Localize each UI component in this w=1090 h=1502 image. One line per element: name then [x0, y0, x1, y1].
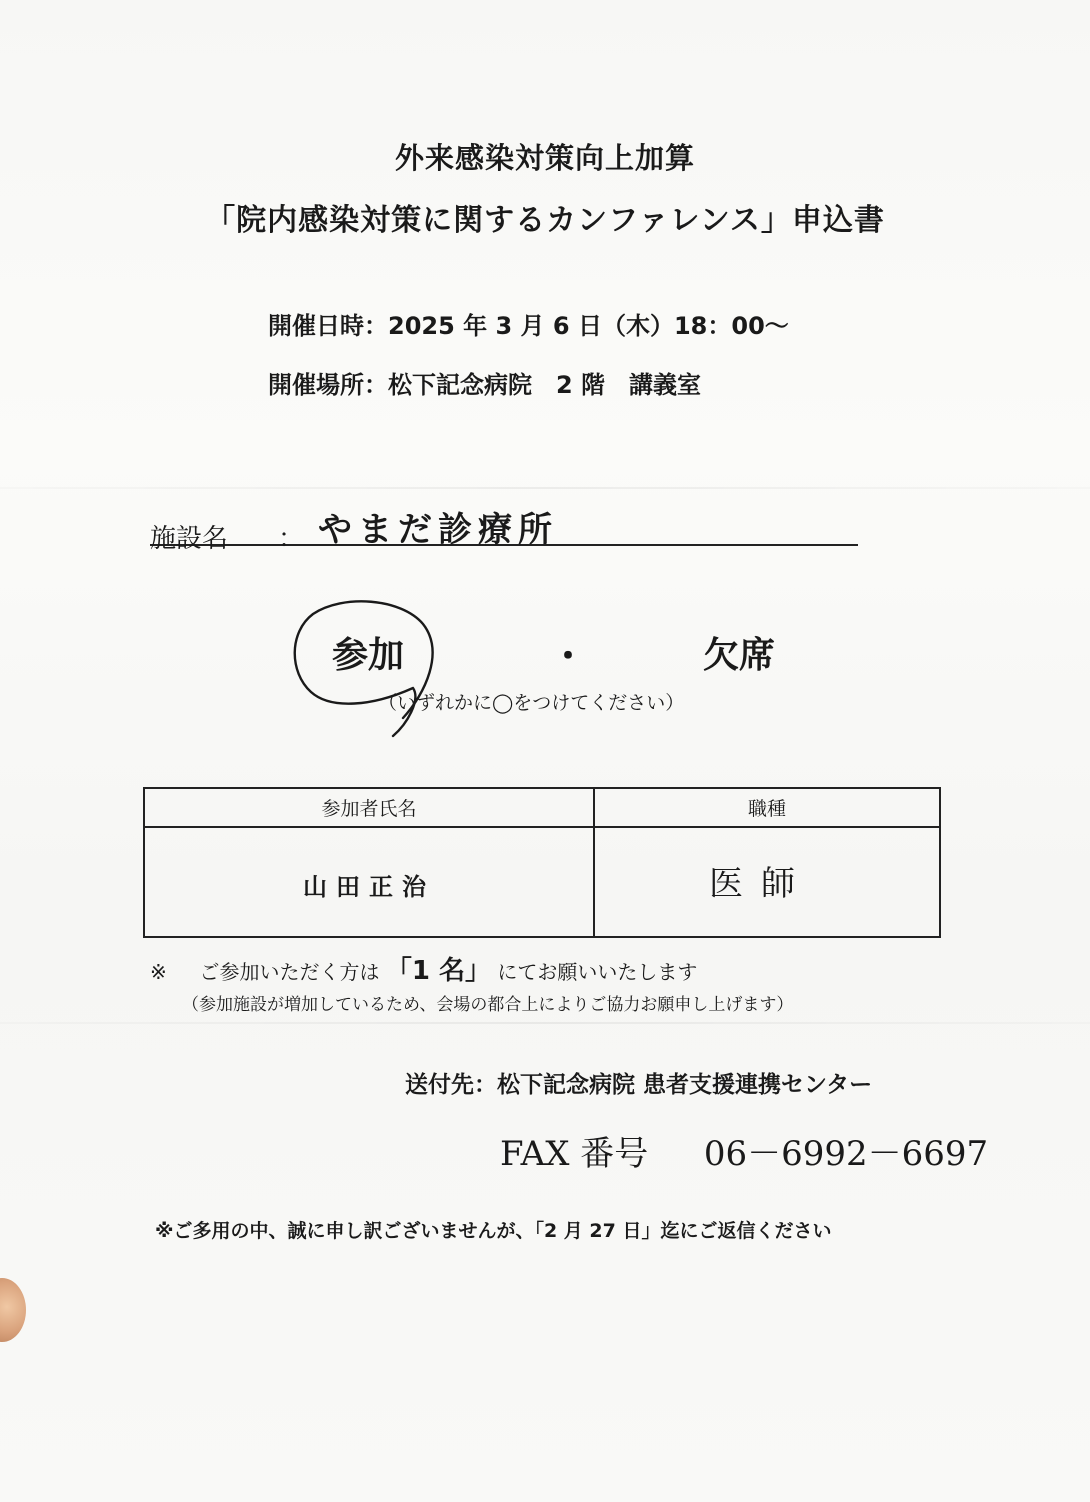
option-separator: ・ [550, 636, 587, 677]
note-one-person [150, 950, 697, 987]
note-prefix: ご参加いただく方は [199, 960, 380, 984]
fax-label: FAX 番号 [500, 1134, 649, 1174]
note-reason: （参加施設が増加しているため、会場の都合上によりご協力お願申し上げます） [182, 995, 794, 1015]
participant-job: 医師 [709, 863, 813, 904]
note-mark: ※ [150, 960, 167, 984]
facility-colon: ： [278, 524, 305, 554]
fax-line [500, 1126, 988, 1175]
participant-name: 山田正治 [303, 872, 435, 901]
note-highlight: 「1 名」 [385, 956, 491, 986]
paper-fold [0, 487, 1090, 489]
facility-value: やまだ診療所 [318, 510, 558, 550]
fax-number: 06－6992－6697 [703, 1134, 989, 1174]
facility-label: 施設名 [150, 524, 229, 554]
column-header-job: 職種 [594, 788, 940, 827]
reply-deadline: ※ご多用の中、誠に申し訳ございませんが、「2 月 27 日」迄にご返信ください [155, 1220, 832, 1242]
column-header-name: 参加者氏名 [144, 788, 594, 827]
facility-field[interactable] [150, 500, 858, 554]
absent-option[interactable]: 欠席 [703, 635, 776, 676]
fingertip [0, 1278, 26, 1342]
participant-job-cell[interactable] [594, 827, 940, 937]
paper-fold [0, 1022, 1090, 1024]
table-row [144, 827, 940, 937]
attend-option[interactable]: 参加 [332, 635, 405, 676]
event-place: 開催場所：松下記念病院 2 階 講義室 [268, 371, 702, 399]
note-suffix: にてお願いいたします [497, 960, 698, 984]
event-date: 開催日時：2025 年 3 月 6 日（木）18：00～ [268, 312, 789, 340]
table-header-row [144, 788, 940, 827]
participant-name-cell[interactable] [144, 827, 594, 937]
participants-table [143, 787, 941, 938]
attendance-instruction: （いずれかに◯をつけてください） [378, 692, 685, 714]
title-line-1: 外来感染対策向上加算 [394, 141, 695, 175]
send-to: 送付先：松下記念病院 患者支援連携センター [405, 1072, 873, 1098]
title-line-2: 「院内感染対策に関するカンファレンス」申込書 [205, 203, 885, 238]
